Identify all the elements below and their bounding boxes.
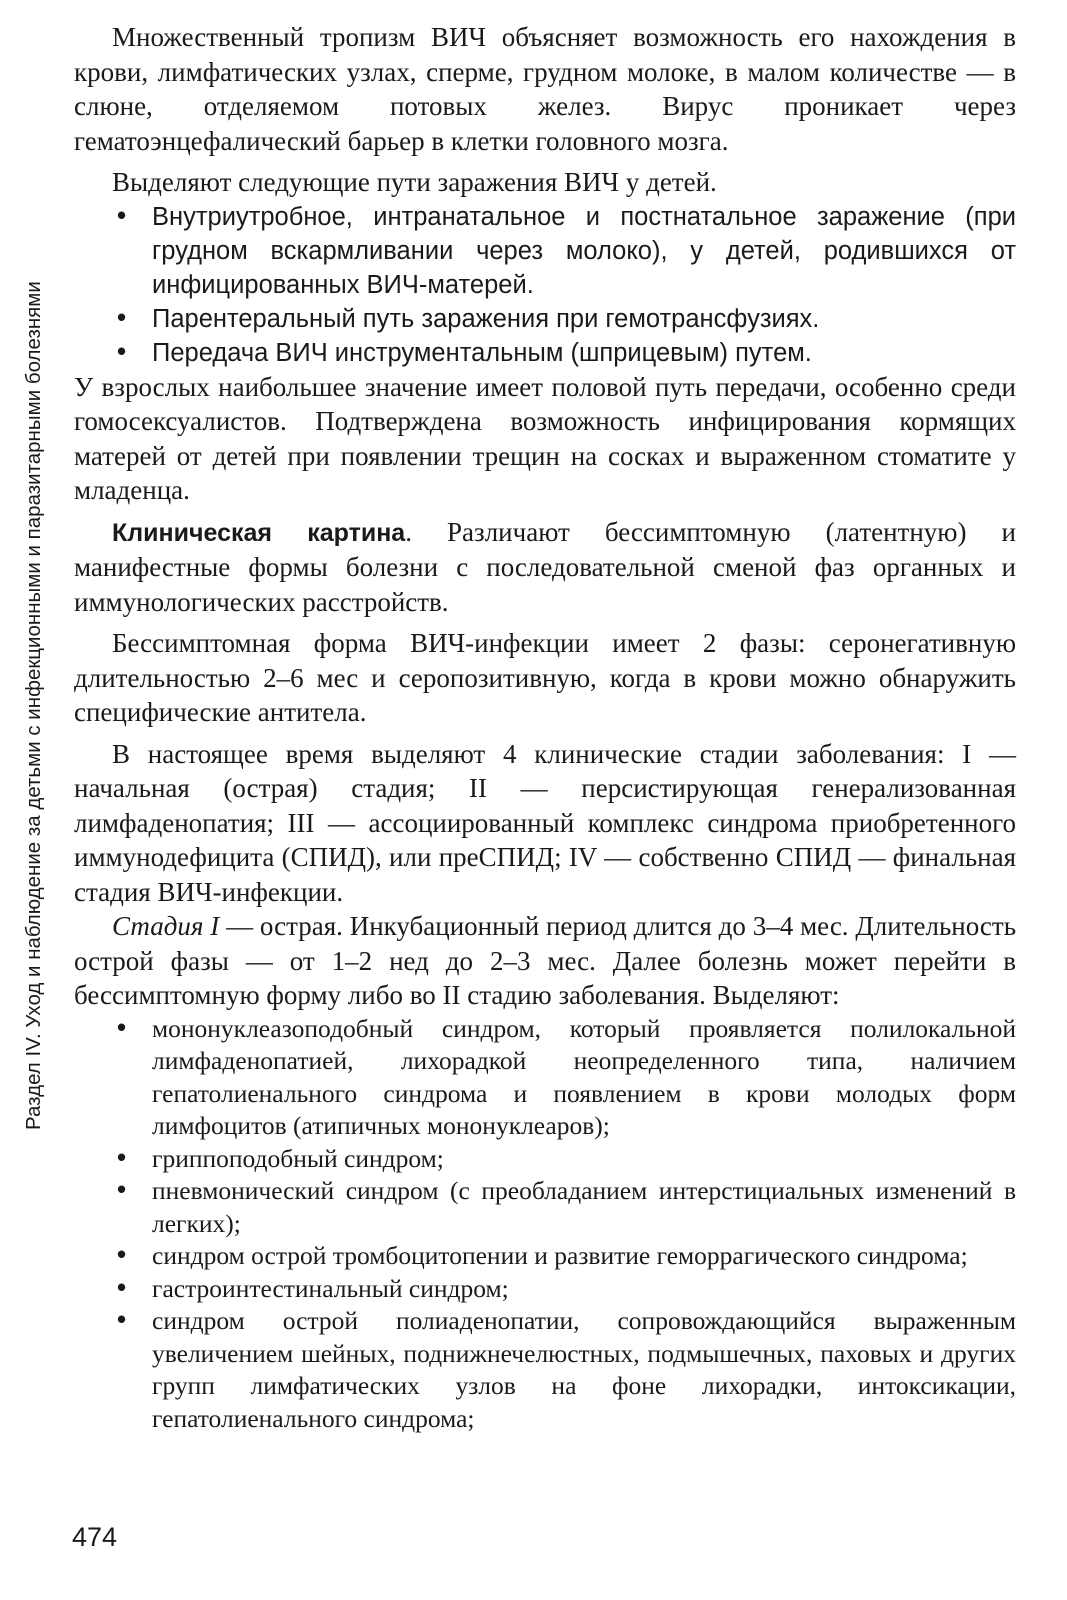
paragraph-asymptomatic: Бессимптомная форма ВИЧ-инфекции имеет 2 фазы: серонегативную длительностью 2–6 мес и серопозитивную, когда в крови можно обнаружить специфические антитела. [74,628,1016,727]
paragraph-adults: У взрослых наибольшее значение имеет половой путь передачи, особенно среди гомосексуалистов. Подтверждена возможность инфицирования кормящих матерей от детей при появлении трещин на сосках и выраженном стоматите у младенца. [74,371,1016,505]
list-item: • гриппоподобный синдром; [114,1143,444,1174]
stage-one-syndromes-list [74,1013,1016,1436]
bullet-icon: • [114,337,130,368]
bullet-icon: • [114,1241,130,1271]
bullet-icon: • [114,1306,130,1336]
list-item: • Передача ВИЧ инструментальным (шприцевым) путем. [114,337,812,368]
page-number: 474 [72,1522,118,1552]
stage-one-label: Стадия I [112,911,220,941]
bullet-icon: • [114,1176,130,1206]
bullet-icon: • [114,201,130,232]
paragraph-stage-one: Стадия I — острая. Инкубационный период длится до 3–4 мес. Длительность острой фазы — от 1–2 нед до 2–3 мес. Далее болезнь может перейти в бессимптомную форму либо во II стадию заболевания. Выделяют: [74,911,1017,1010]
page-body [74,20,1016,1435]
paragraph-routes-intro: Выделяют следующие пути заражения ВИЧ у детей. [112,167,717,197]
bullet-icon: • [114,1273,130,1304]
list-item: • синдром острой тромбоцитопении и развитие геморрагического синдрома; [114,1241,968,1271]
list-item: • синдром острой полиаденопатии, сопровождающийся выраженным увеличением шейных, поднижнечелюстных, подмышечных, паховых и других групп лимфатических узлов на фоне лихорадки, интоксикации, гепатолиенального синдрома; [114,1306,1016,1433]
paragraph-tropism: Множественный тропизм ВИЧ объясняет возможность его нахождения в крови, лимфатических узлах, сперме, грудном молоке, в малом количестве — в слюне, отделяемом потовых желез. Вирус проникает через гематоэнцефалический барьер в клетки головного мозга. [74,22,1016,156]
running-header: Раздел IV. Уход и наблюдение за детьми с инфекционными и паразитарными болезнями [22,281,45,1130]
list-item: • пневмонический синдром (с преобладанием интерстициальных изменений в легких); [114,1176,1016,1238]
list-item: • гастроинтестинальный синдром; [114,1273,509,1304]
paragraph-clinical-picture: Клиническая картина. Различают бессимптомную (латентную) и манифестные формы болезни с последовательной сменой фаз органных и иммунологических расстройств. [74,516,1016,617]
transmission-routes-list [74,200,1016,370]
bullet-icon: • [114,1013,130,1044]
paragraph-clinical-stages: В настоящее время выделяют 4 клинические стадии заболевания: I — начальная (острая) стадия; II — персистирующая генерализованная лимфаденопатия; III — ассоциированный комплекс синдрома приобретенного иммунодефицита (СПИД), или преСПИД; IV — собственно СПИД — финальная стадия ВИЧ-инфекции. [74,738,1016,907]
list-item: • Внутриутробное, интранатальное и постнатальное заражение (при грудном вскармливании через молоко), у детей, родившихся от инфицированных ВИЧ-матерей. [114,201,1016,299]
list-item: • мононуклеазоподобный синдром, который проявляется полилокальной лимфаденопатией, лихорадкой неопределенного типа, наличием гепатолиенального синдрома и появлением в крови молодых форм лимфоцитов (атипичных мононуклеаров); [114,1013,1016,1140]
clinical-picture-heading: Клиническая картина [112,518,406,547]
bullet-icon: • [114,1143,130,1174]
list-item: • Парентеральный путь заражения при гемотрансфузиях. [114,303,820,334]
bullet-icon: • [114,303,130,334]
